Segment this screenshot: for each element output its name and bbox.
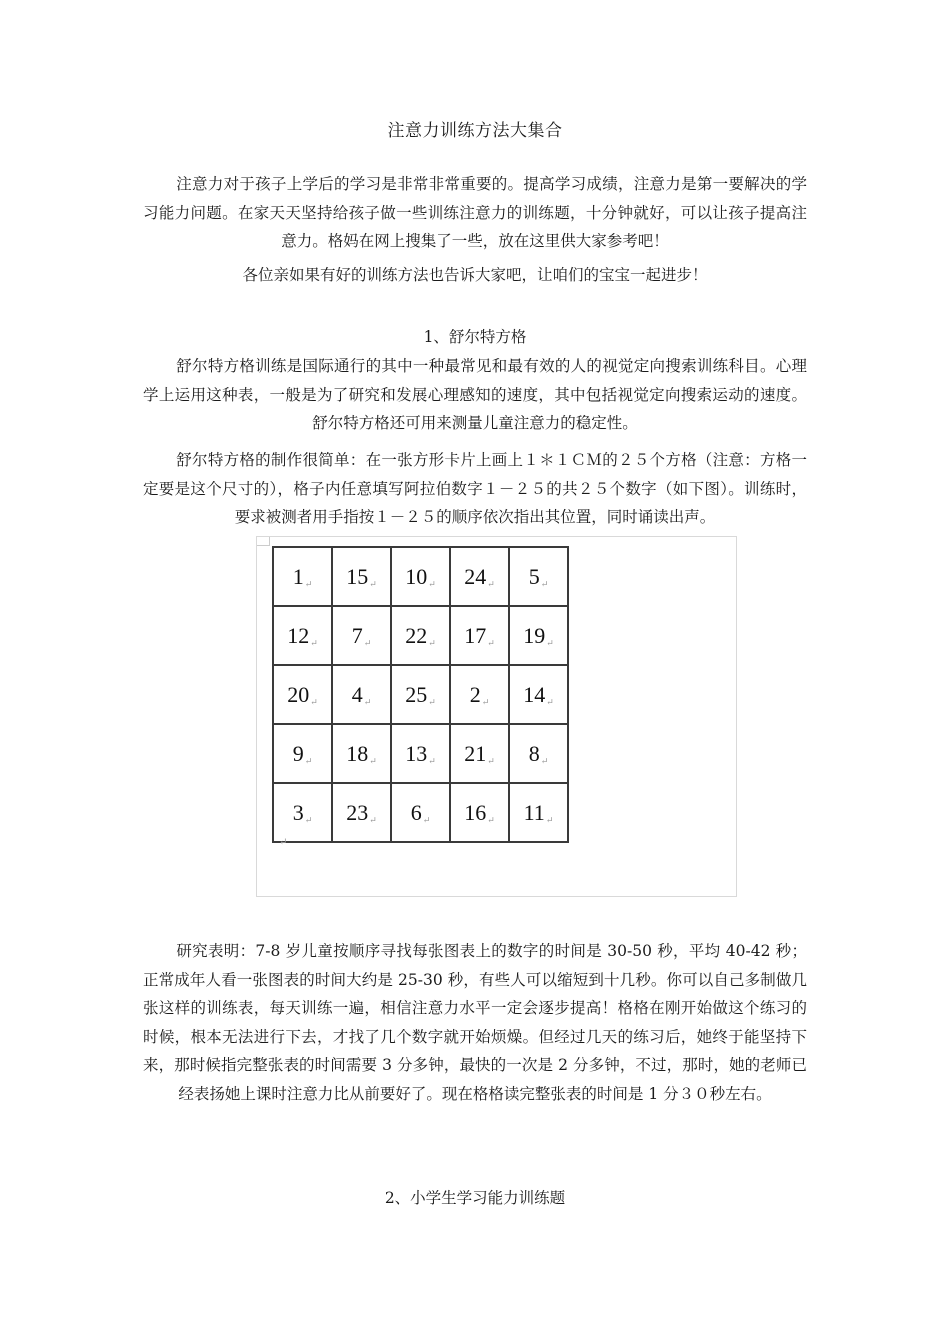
paragraph-mark-icon: ↵ — [304, 755, 313, 766]
grid-row — [273, 665, 568, 724]
grid-cell — [391, 724, 450, 783]
paragraph-mark-icon: ↵ — [540, 755, 549, 766]
grid-number: 10 — [405, 563, 428, 589]
paragraph-mark-icon: ↵ — [428, 696, 436, 707]
grid-cell — [391, 606, 450, 665]
section2-heading: 2、小学生学习能力训练题 — [384, 1189, 566, 1207]
grid-cell — [450, 724, 509, 783]
paragraph-mark-icon: ↵ — [546, 696, 554, 707]
paragraph-mark-icon: ↵ — [304, 578, 313, 589]
grid-cell — [509, 724, 568, 783]
schulte-grid-figure — [256, 536, 737, 897]
grid-cell — [509, 783, 568, 842]
grid-number: 20 — [287, 681, 310, 707]
grid-number: 25 — [405, 681, 428, 707]
grid-number: 21 — [464, 740, 487, 766]
paragraph-mark-icon: ↵ — [369, 578, 377, 589]
grid-number: 22 — [405, 622, 428, 648]
grid-number: 17 — [464, 622, 487, 648]
grid-number: 1 — [292, 563, 304, 589]
research-paragraph — [143, 937, 807, 1109]
paragraph-mark-icon: ↵ — [481, 696, 490, 707]
grid-cell — [391, 783, 450, 842]
paragraph-mark-icon: ↵ — [487, 578, 495, 589]
grid-row — [273, 606, 568, 665]
paragraph-mark-icon: ↵ — [540, 578, 549, 589]
paragraph-mark-icon: ↵ — [310, 696, 318, 707]
grid-cell — [273, 665, 332, 724]
paragraph-mark-icon: ↵ — [304, 814, 313, 825]
grid-number: 3 — [292, 799, 304, 825]
schulte-description — [143, 352, 807, 438]
grid-number: 16 — [464, 799, 487, 825]
paragraph-mark-icon: ↵ — [545, 814, 554, 825]
grid-number: 11 — [523, 799, 545, 825]
figure-corner-mark — [257, 537, 270, 546]
paragraph-mark-icon: ↵ — [369, 814, 377, 825]
grid-cell — [332, 724, 391, 783]
grid-cell — [450, 665, 509, 724]
grid-cell — [332, 547, 391, 606]
grid-number: 24 — [464, 563, 487, 589]
grid-number: 14 — [523, 681, 546, 707]
paragraph-mark-icon: ↵ — [428, 637, 436, 648]
paragraph-mark-icon: ↵ — [546, 637, 554, 648]
grid-cell — [391, 547, 450, 606]
grid-number: 8 — [528, 740, 540, 766]
grid-cell — [332, 665, 391, 724]
grid-cell — [332, 783, 391, 842]
paragraph-mark-icon: ↵ — [369, 755, 377, 766]
paragraph-mark-icon: ↵ — [363, 696, 372, 707]
paragraph-mark-icon: ↵ — [428, 578, 436, 589]
grid-cell — [450, 606, 509, 665]
paragraph-mark-icon: ↵ — [487, 637, 495, 648]
intro-text: 注意力对于孩子上学后的学习是非常非常重要的。提高学习成绩，注意力是第一要解决的学习能力问题。在家天天坚持给孩子做一些训练注意力的训练题，十分钟就好，可以让孩子提高注意力。格妈在网上搜集了一些，放在这里供大家参考吧！ — [143, 175, 807, 251]
grid-row — [273, 547, 568, 606]
grid-number: 18 — [346, 740, 369, 766]
grid-cell — [273, 606, 332, 665]
grid-number: 4 — [351, 681, 363, 707]
grid-number: 9 — [292, 740, 304, 766]
paragraph-mark-icon: ↵ — [487, 755, 495, 766]
grid-cell — [450, 783, 509, 842]
grid-number: 12 — [287, 622, 310, 648]
research-text: 研究表明：7-8 岁儿童按顺序寻找每张图表上的数字的时间是 30-50 秒，平均 40-42 秒；正常成年人看一张图表的时间大约是 25-30 秒，有些人可以缩短到十几秒。你可以自己多制做几张这样的训练表，每天训练一遍，相信注意力水平一定会逐步提高！格格在刚开始做这个练习的时候，根本无法进行下去，才找了几个数字就开始烦燥。但经过几天的练习后，她终于能坚持下来，那时候指完整张表的时间需要 3 分多钟，最快的一次是 2 分多钟，不过，那时，她的老师已经表扬她上课时注意力比从前要好了。现在格格读完整张表的时间是 1 分３０秒左右。 — [143, 942, 807, 1103]
grid-number: 19 — [523, 622, 546, 648]
grid-number: 5 — [528, 563, 540, 589]
grid-cell — [273, 724, 332, 783]
paragraph-mark-icon: ↵ — [422, 814, 431, 825]
grid-cell — [509, 606, 568, 665]
document-title: 注意力训练方法大集合 — [387, 121, 563, 141]
grid-number: 15 — [346, 563, 369, 589]
grid-row — [273, 724, 568, 783]
paragraph-mark-icon: ↵ — [428, 755, 436, 766]
grid-cell — [332, 606, 391, 665]
schulte-description-text: 舒尔特方格训练是国际通行的其中一种最常见和最有效的人的视觉定向搜索训练科目。心理学上运用这种表，一般是为了研究和发展心理感知的速度，其中包括视觉定向搜索运动的速度。舒尔特方格还可用来测量儿童注意力的稳定性。 — [143, 357, 807, 433]
grid-row — [273, 783, 568, 842]
grid-number: 2 — [469, 681, 481, 707]
grid-cell — [273, 783, 332, 842]
paragraph-mark-icon: ↵ — [363, 637, 372, 648]
paragraph-mark-icon: ↵ — [487, 814, 495, 825]
intro-paragraph — [143, 170, 807, 256]
schulte-instructions — [143, 446, 807, 532]
paragraph-mark-icon: ↵ — [279, 837, 288, 848]
grid-number: 6 — [410, 799, 422, 825]
grid-cell — [273, 547, 332, 606]
section1-heading: 1、舒尔特方格 — [423, 328, 527, 346]
grid-number: 23 — [346, 799, 369, 825]
grid-number: 13 — [405, 740, 428, 766]
grid-cell — [509, 665, 568, 724]
grid-cell — [509, 547, 568, 606]
grid-cell — [450, 547, 509, 606]
grid-cell — [391, 665, 450, 724]
grid-number: 7 — [351, 622, 363, 648]
schulte-grid — [272, 546, 569, 843]
intro-note: 各位亲如果有好的训练方法也告诉大家吧，让咱们的宝宝一起进步！ — [242, 266, 708, 284]
schulte-instructions-text: 舒尔特方格的制作很简单：在一张方形卡片上画上１＊１ＣＭ的２５个方格（注意：方格一定要是这个尺寸的），格子内任意填写阿拉伯数字１－２５的共２５个数字（如下图）。训练时，要求被测者用手指按１－２５的顺序依次指出其位置，同时诵读出声。 — [143, 451, 807, 527]
paragraph-mark-icon: ↵ — [310, 637, 318, 648]
